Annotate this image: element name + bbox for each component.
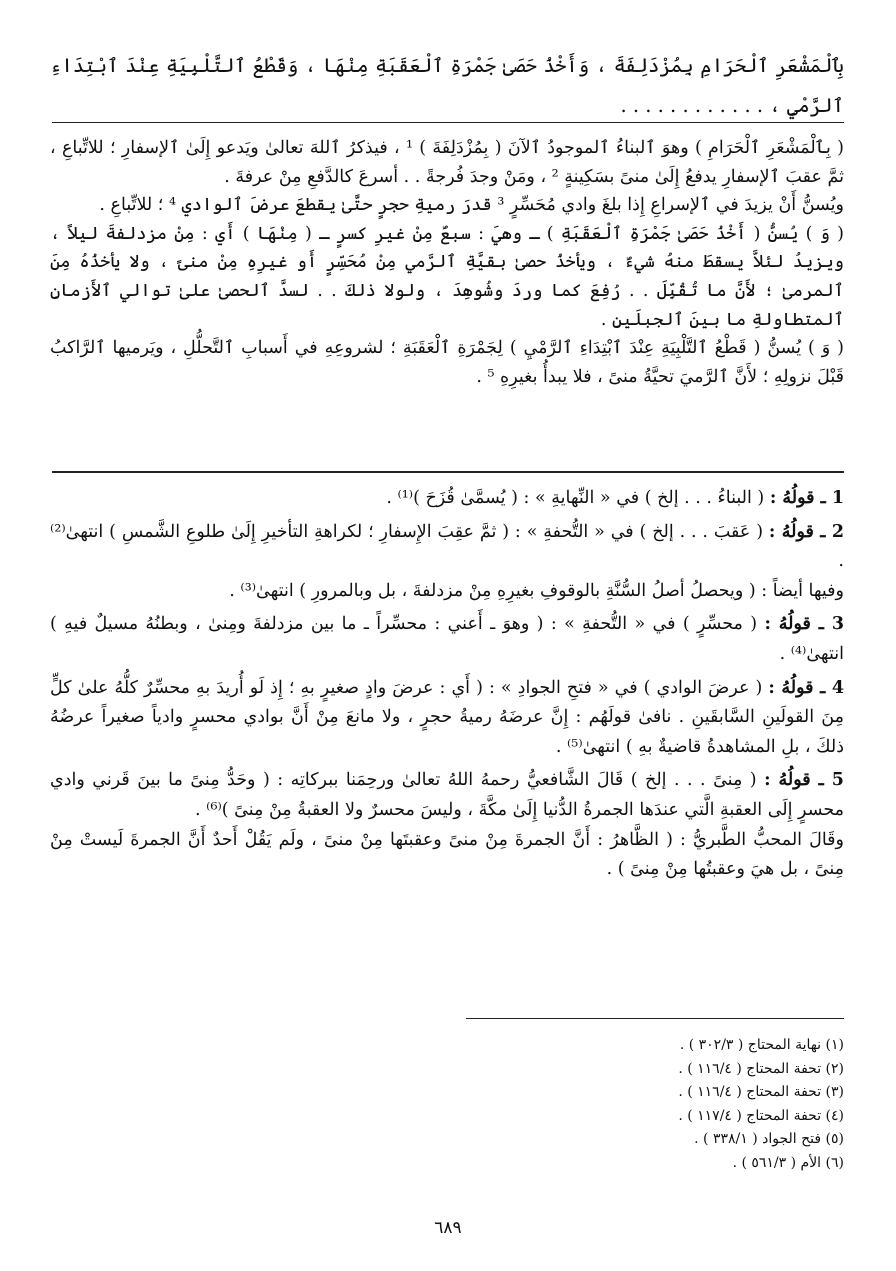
marginal-notes [50, 484, 844, 885]
note-label: 4 ـ قولُهُ : [768, 677, 844, 698]
commentary [50, 134, 844, 391]
note-text: ( عرضَ الوادي ) في « فتحِ الجوادِ » : ( أَي : عرضَ وادٍ صغيرٍ بهِ ؛ إِذ لَو أُريدَ بهِ محسِّرٌ كلُّهُ علىٰ كلٍّ مِنَ القولَينِ السَّابقَينِ . نافىٰ قولَهُم : إِنَّ عرضَهُ رميةُ حجرٍ ، ولا مانعَ مِنْ أَنَّ بوادي محسرٍ وادياً صغيراً عرضُهُ ذلكَ ، بلِ المشاهدةُ قاضيةٌ بهِ ) انتهىٰ⁽⁵⁾ . [50, 677, 844, 757]
note-label: 5 ـ قولُهُ : [764, 770, 844, 791]
commentary-paragraph: ويُسنُّ أَنْ يزيدَ في ٱلإسراعِ إِذا بلغَ وادي مُحَسِّرٍ ³ قدرَ رميةِ حجرٍ حتَّىٰ يقطعَ عرضَ ٱلوادي ⁴ ؛ للاتِّباعِ . [99, 195, 844, 216]
footnotes [444, 1034, 844, 1175]
note-text: ( البناءُ . . . إلخ ) في « النِّهايةِ » : ( يُسمَّىٰ قُزَحَ )⁽¹⁾ . [386, 488, 765, 508]
footnote-divider [466, 1018, 844, 1019]
note-3 [50, 610, 844, 669]
note-text: وفيها أيضاً : ( ويحصلُ أصلُ السُّنَّةِ بالوقوفِ بغيرِهِ مِنْ مزدلفةَ ، بل وبالمرورِ ) انتهىٰ⁽³⁾ . [229, 580, 844, 601]
main-text [50, 46, 844, 126]
note-2-continued [50, 577, 844, 607]
footnote-item: (٤) تحفة المحتاج ( ١١٧/٤ ) . [678, 1107, 844, 1124]
note-label: 2 ـ قولُهُ : [768, 521, 844, 542]
footnote-item: (١) نهاية المحتاج ( ٣٠٢/٣ ) . [679, 1037, 844, 1053]
main-text-line: بِٱلْمَشْعَرِ ٱلْحَرَامِ بِمُزْدَلِفَةَ ، وَأَخْذُ حَصَىٰ جَمْرَةِ ٱلْعَقَبَةِ مِنْهَا ، وَقَطْعُ ٱلتَّلْبِيَةِ عِنْدَ ٱبْتِدَاءِ ٱلرَّمْيِ ، . . . . . . . . . . . . [50, 54, 844, 117]
commentary-divider [52, 471, 844, 473]
note-text: ( عَقبَ . . . إلخ ) في « التُّحفةِ » : ( ثمَّ عقِبَ الإِسفارِ ؛ لكراهةِ التأخيرِ إِلَىٰ طلوعِ الشَّمسِ ) انتهىٰ⁽²⁾ . [50, 521, 844, 572]
commentary-paragraph: ( وَ ) يُسنُّ ( قَطْعُ ٱلتَّلْبِيَةِ عِنْدَ ٱبْتِدَاءِ ٱلرَّمْيِ ) لِجَمْرَةِ ٱلْعَقَبَةِ ؛ لشروعِهِ في أَسبابِ ٱلتَّحلُّلِ ، ويَرميها ٱلرَّاكبُ قَبْلَ نزولِهِ ؛ لأَنَّ ٱلرَّميَ تحيَّةُ منىً ، فلا يبدأُ بغيرِهِ ⁵ . [50, 338, 844, 387]
note-label: 3 ـ قولُهُ : [764, 614, 844, 635]
note-2 [50, 518, 844, 577]
note-text: ( محسِّرٍ ) في « التُّحفةِ » : ( وهوَ ـ أَعني : محسِّراً ـ ما بين مزدلفةَ ومِنىٰ ، وبطنُهُ مسيلٌ فيهِ ) انتهىٰ⁽⁴⁾ . [50, 614, 844, 664]
footnote-item: (٦) الأم ( ٥٦١/٣ ) . [732, 1154, 844, 1171]
commentary-paragraph: ( وَ ) يُسنُّ ( أَخْذُ حَصَىٰ جَمْرَةِ ٱلْعَقَبَةِ ) ـ وهيَ : سبعٌ مِنْ غيرِ كسرٍ ـ ( مِنْهَا ) أَي : مِنْ مزدلفةَ ليلاً ، ويزيدُ لئلاَّ يسقطَ منهُ شيءٌ ، ويأخذُ حصىٰ بقيَّةِ ٱلرَّمي مِنْ مُحَسِّرٍ أَو غيرِهِ مِنْ منىً ، ولا يأخذُهُ مِنَ ٱلمرمىٰ ؛ لأَنَّ ما تُقُبِّلَ . . رُفِعَ كما وردَ وشُوهِدَ ، ولولا ذلكَ . . لسدَّ ٱلحصىٰ علىٰ توالي ٱلأَزمانِ ٱلمتطاولةِ ما بينَ ٱلجبلَينِ . [50, 223, 844, 330]
note-5-continued [50, 826, 844, 885]
page-number: ٦٨٩ [434, 1218, 462, 1238]
note-5 [50, 766, 844, 825]
note-1 [50, 484, 844, 514]
note-4 [50, 674, 844, 763]
note-text: وقَالَ المحبُّ الطَّبريُّ : ( الظَّاهرُ : أَنَّ الجمرةَ مِنْ منىً وعقبتَها مِنْ منىً ، ولَم يَقُلْ أَحدٌ أَنَّ الجمرةَ لَيستْ مِنْ مِنىً ، بل هيَ وعقبتُها مِنْ مِنىً ) . [50, 829, 844, 880]
note-label: 1 ـ قولُهُ : [769, 488, 844, 508]
footnote-item: (٣) تحفة المحتاج ( ١١٦/٤ ) . [678, 1084, 844, 1100]
commentary-paragraph: ( بِٱلْمَشْعَرِ ٱلْحَرَامِ ) وهوَ ٱلبناءُ ٱلموجودُ ٱلآنَ ( بِمُزْدَلِفَةَ ) ¹ ، فيذكرُ ٱللهَ تعالىٰ ويَدعو إِلَىٰ ٱلإسفارِ ؛ للاتِّباعِ ، ثمَّ عقبَ ٱلإسفارِ يدفعُ إِلَىٰ منىً بسَكِينةٍ ² ، ومَنْ وجدَ فُرجةً . . أسرعَ كالدَّفعِ مِنْ عرفةَ . [50, 138, 845, 187]
main-text-divider [52, 122, 844, 123]
footnote-item: (٥) فتح الجواد ( ٣٣٨/١ ) . [694, 1131, 844, 1147]
note-text: ( مِنىً . . . إلخ ) قَالَ الشَّافعيُّ رحمهُ اللهُ تعالىٰ ورحِمَنا ببركاتِه : ( وحَدُّ مِنىً ما بينَ قَرني وادي محسرٍ إِلَى العقبةِ الَّتي عندَها الجمرةُ الدُّنيا إِلَىٰ مكَّةَ ، وليسَ محسرٌ ولا العقبةُ مِنْ مِنىً )⁽⁶⁾ . [50, 770, 844, 820]
footnote-item: (٢) تحفة المحتاج ( ١١٦/٤ ) . [678, 1060, 844, 1077]
